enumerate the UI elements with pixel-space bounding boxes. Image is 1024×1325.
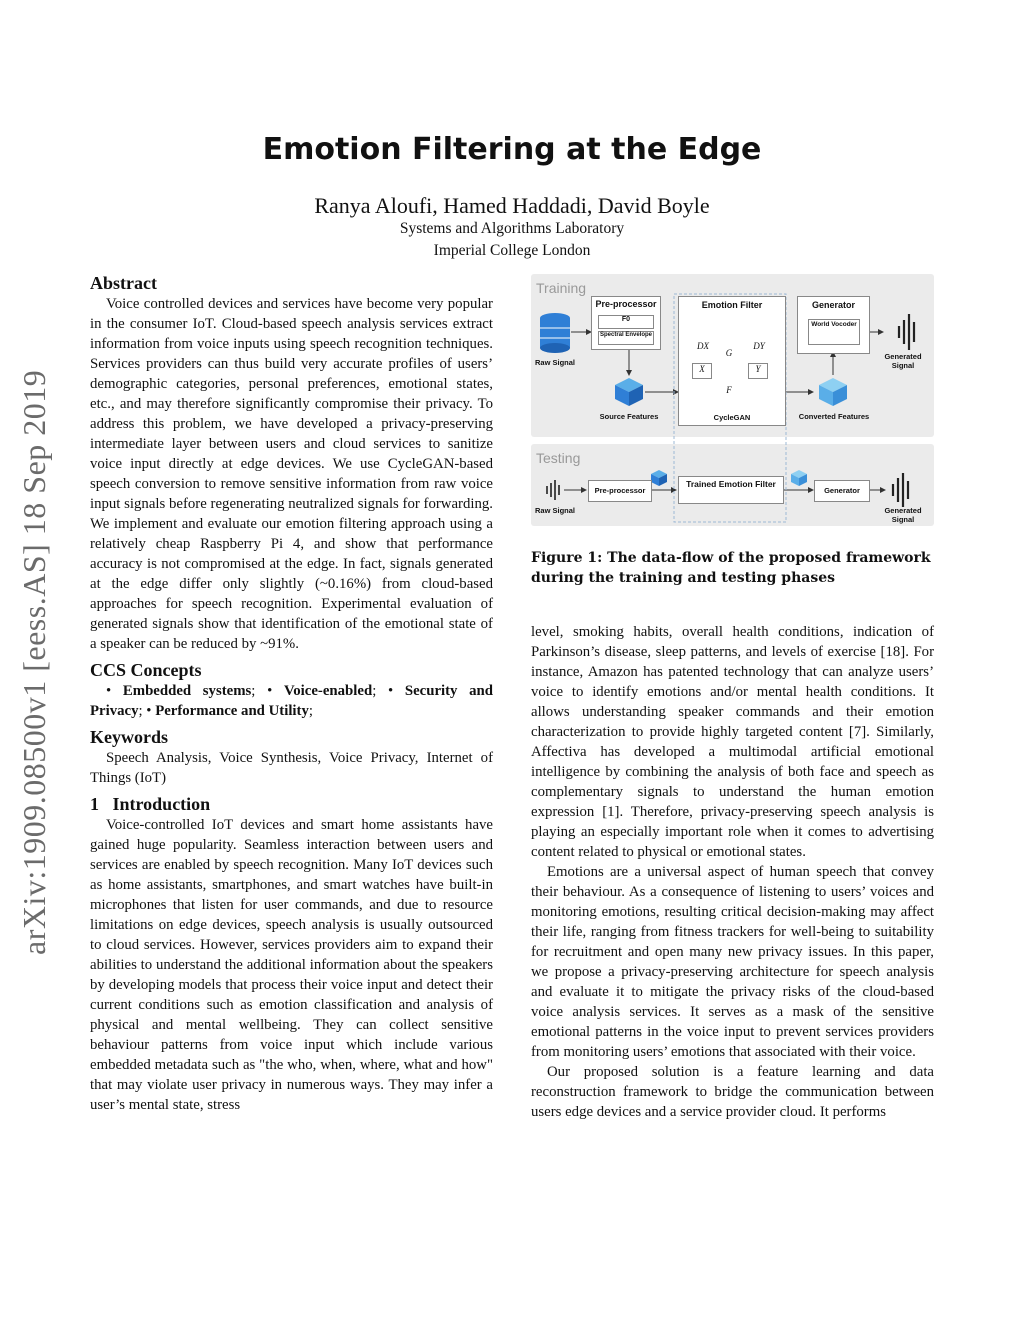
framework-figure	[531, 272, 934, 527]
waveform-icon	[893, 473, 908, 507]
cyclegan-label: CycleGAN	[713, 413, 751, 422]
raw-signal-label: Raw Signal	[534, 358, 575, 367]
ccs-item: Security and Privacy	[90, 683, 493, 719]
section-number: 1	[90, 794, 99, 814]
generated-signal-label: Generated Signal	[884, 352, 922, 370]
test-raw-signal-label: Raw Signal	[534, 506, 575, 515]
generator-box	[797, 296, 870, 354]
left-column	[90, 270, 493, 1115]
waveform-icon	[899, 314, 914, 350]
body-paragraph: Our proposed solution is a feature learning and data reconstruction framework to bridge the communication between users edge devices and a service provider cloud. It performs	[531, 1064, 934, 1120]
test-generated-signal-label: Generated Signal	[884, 506, 922, 524]
y-node: Y	[748, 363, 768, 379]
dx-label: DX	[697, 341, 709, 351]
keywords-heading: Keywords	[90, 727, 168, 747]
emotion-filter-box	[678, 296, 786, 426]
ccs-concepts: • Embedded systems; • Voice-enabled; • Security and Privacy; • Performance and Utility;	[90, 683, 493, 719]
spectral-envelope-box: Spectral Envelope	[598, 331, 654, 345]
box-title: Generator	[811, 300, 855, 310]
source-features-label: Source Features	[599, 412, 659, 421]
f-label: F	[726, 385, 732, 395]
f0-box: F0	[598, 315, 654, 329]
box-title: Emotion Filter	[701, 300, 763, 310]
body-paragraph: level, smoking habits, overall health conditions, indication of Parkinson’s disease, sleep patterns, and levels of exercise [18]. For instance, Amazon has patented technology that can analyze users’ voice to identify emotions and/or mental health conditions. It allows understanding speaker commands and their emotion characterization to provide highly targeted content [7]. Similarly, Affectiva has developed a multimodal artificial emotional intelligence by combining the analysis of both face and speech as complementary signals to understand the human emotion expression [1]. Therefore, privacy-preserving speech analysis is playing an especially important role when it comes to advertising content related to physical or emotional states.	[531, 624, 934, 860]
intro-heading	[90, 793, 493, 815]
affiliation-college: Imperial College London	[433, 242, 591, 259]
body-paragraph: Emotions are a universal aspect of human speech that convey their behaviour. As a consequence of listening to users’ voices and monitoring emotions, resulting critical decision-making may affect their life, ranging from fitness trackers for well-being to suitability for recruitment and open many new privacy issues. In this paper, we propose a privacy-preserving architecture for speech analysis and evaluate it to mitigate the privacy risks of the cloud-based voice analysis services. It serves as a mask of the sensitive emotional patterns in the voice input to prevent services providers from monitoring users’ emotions that associated with their voice.	[531, 864, 934, 1060]
abstract-heading: Abstract	[90, 273, 157, 293]
cube-icon	[615, 378, 643, 406]
dy-label: DY	[753, 341, 765, 351]
ccs-item: Performance and Utility	[155, 703, 309, 719]
section-title: Introduction	[112, 794, 211, 814]
cube-icon	[819, 378, 847, 406]
training-label: Training	[536, 280, 587, 296]
preprocessor-box	[591, 296, 661, 350]
right-column	[531, 622, 934, 1122]
ccs-heading: CCS Concepts	[90, 660, 202, 680]
test-generator-box: Generator	[814, 480, 870, 502]
ccs-item: Embedded systems	[122, 683, 252, 699]
box-title: Pre-processor	[595, 299, 657, 309]
g-label: G	[725, 348, 733, 358]
ccs-item: Voice-enabled	[283, 683, 373, 699]
authors: Ranya Aloufi, Hamed Haddadi, David Boyle	[314, 193, 710, 218]
waveform-icon	[547, 480, 559, 500]
converted-features-label: Converted Features	[798, 412, 870, 421]
test-preprocessor-box: Pre-processor	[588, 480, 652, 502]
paper-title: Emotion Filtering at the Edge	[262, 132, 762, 167]
x-node: X	[692, 363, 712, 379]
database-icon	[540, 313, 570, 353]
trained-emotion-filter-box: Trained Emotion Filter	[678, 476, 784, 504]
arxiv-identifier: arXiv:1909.08500v1 [eess.AS] 18 Sep 2019	[16, 369, 52, 955]
abstract-text: Voice controlled devices and services have become very popular in the consumer IoT. Cloud-based speech analysis services extract information from voice inputs using speech recognition techniques. Services providers can thus build very accurate profiles of users’ demographic categories, personal preferences, emotional states, etc., and may therefore significantly compromise their privacy. To address this problem, we have developed a privacy-preserving intermediate layer between users and cloud services to sanitize voice input directly at edge devices. We use CycleGAN-based speech conversion to remove sensitive information from raw voice input signals before regenerating neutralized signals for forwarding. We implement and evaluate our emotion filtering approach using a relatively cheap Raspberry Pi 4, and show that performance accuracy is not compromised at the edge. In fact, signals generated at the edge differ only slightly (~0.16%) from cloud-based approaches for speech recognition. Experimental evaluation of generated signals show that identification of the emotional state of a speaker can be reduced by ~91%.	[90, 296, 493, 652]
testing-label: Testing	[536, 450, 581, 466]
cube-icon	[651, 470, 667, 486]
affiliation-lab: Systems and Algorithms Laboratory	[399, 220, 625, 237]
keywords-text: Speech Analysis, Voice Synthesis, Voice Privacy, Internet of Things (IoT)	[90, 750, 493, 786]
intro-paragraph: Voice-controlled IoT devices and smart home assistants have gained huge popularity. Seamless interaction between users and services are enabled by speech recognition. Many IoT devices such as home assistants, smartphones, and smart watches have built-in microphones that listen for user commands, and due to resource limitations on edge devices, speech analysis is usually outsourced to cloud services. However, services providers aim to expand their abilities to understand the additional information about the speakers by developing models that process their voice input and detect their current conditions such as emotion classification and analysis of physical and mental wellbeing. They can collect sensitive behaviour patterns from voice input which include various embedded metadata such as "the who, when, where, what and how" that may violate user privacy in numerous ways. They may infer a user’s mental state, stress	[90, 817, 493, 1113]
world-vocoder-box: World Vocoder	[808, 319, 860, 345]
figure-caption: Figure 1: The data-flow of the proposed framework during the training and testing phases	[531, 550, 931, 586]
cube-icon	[791, 470, 807, 486]
